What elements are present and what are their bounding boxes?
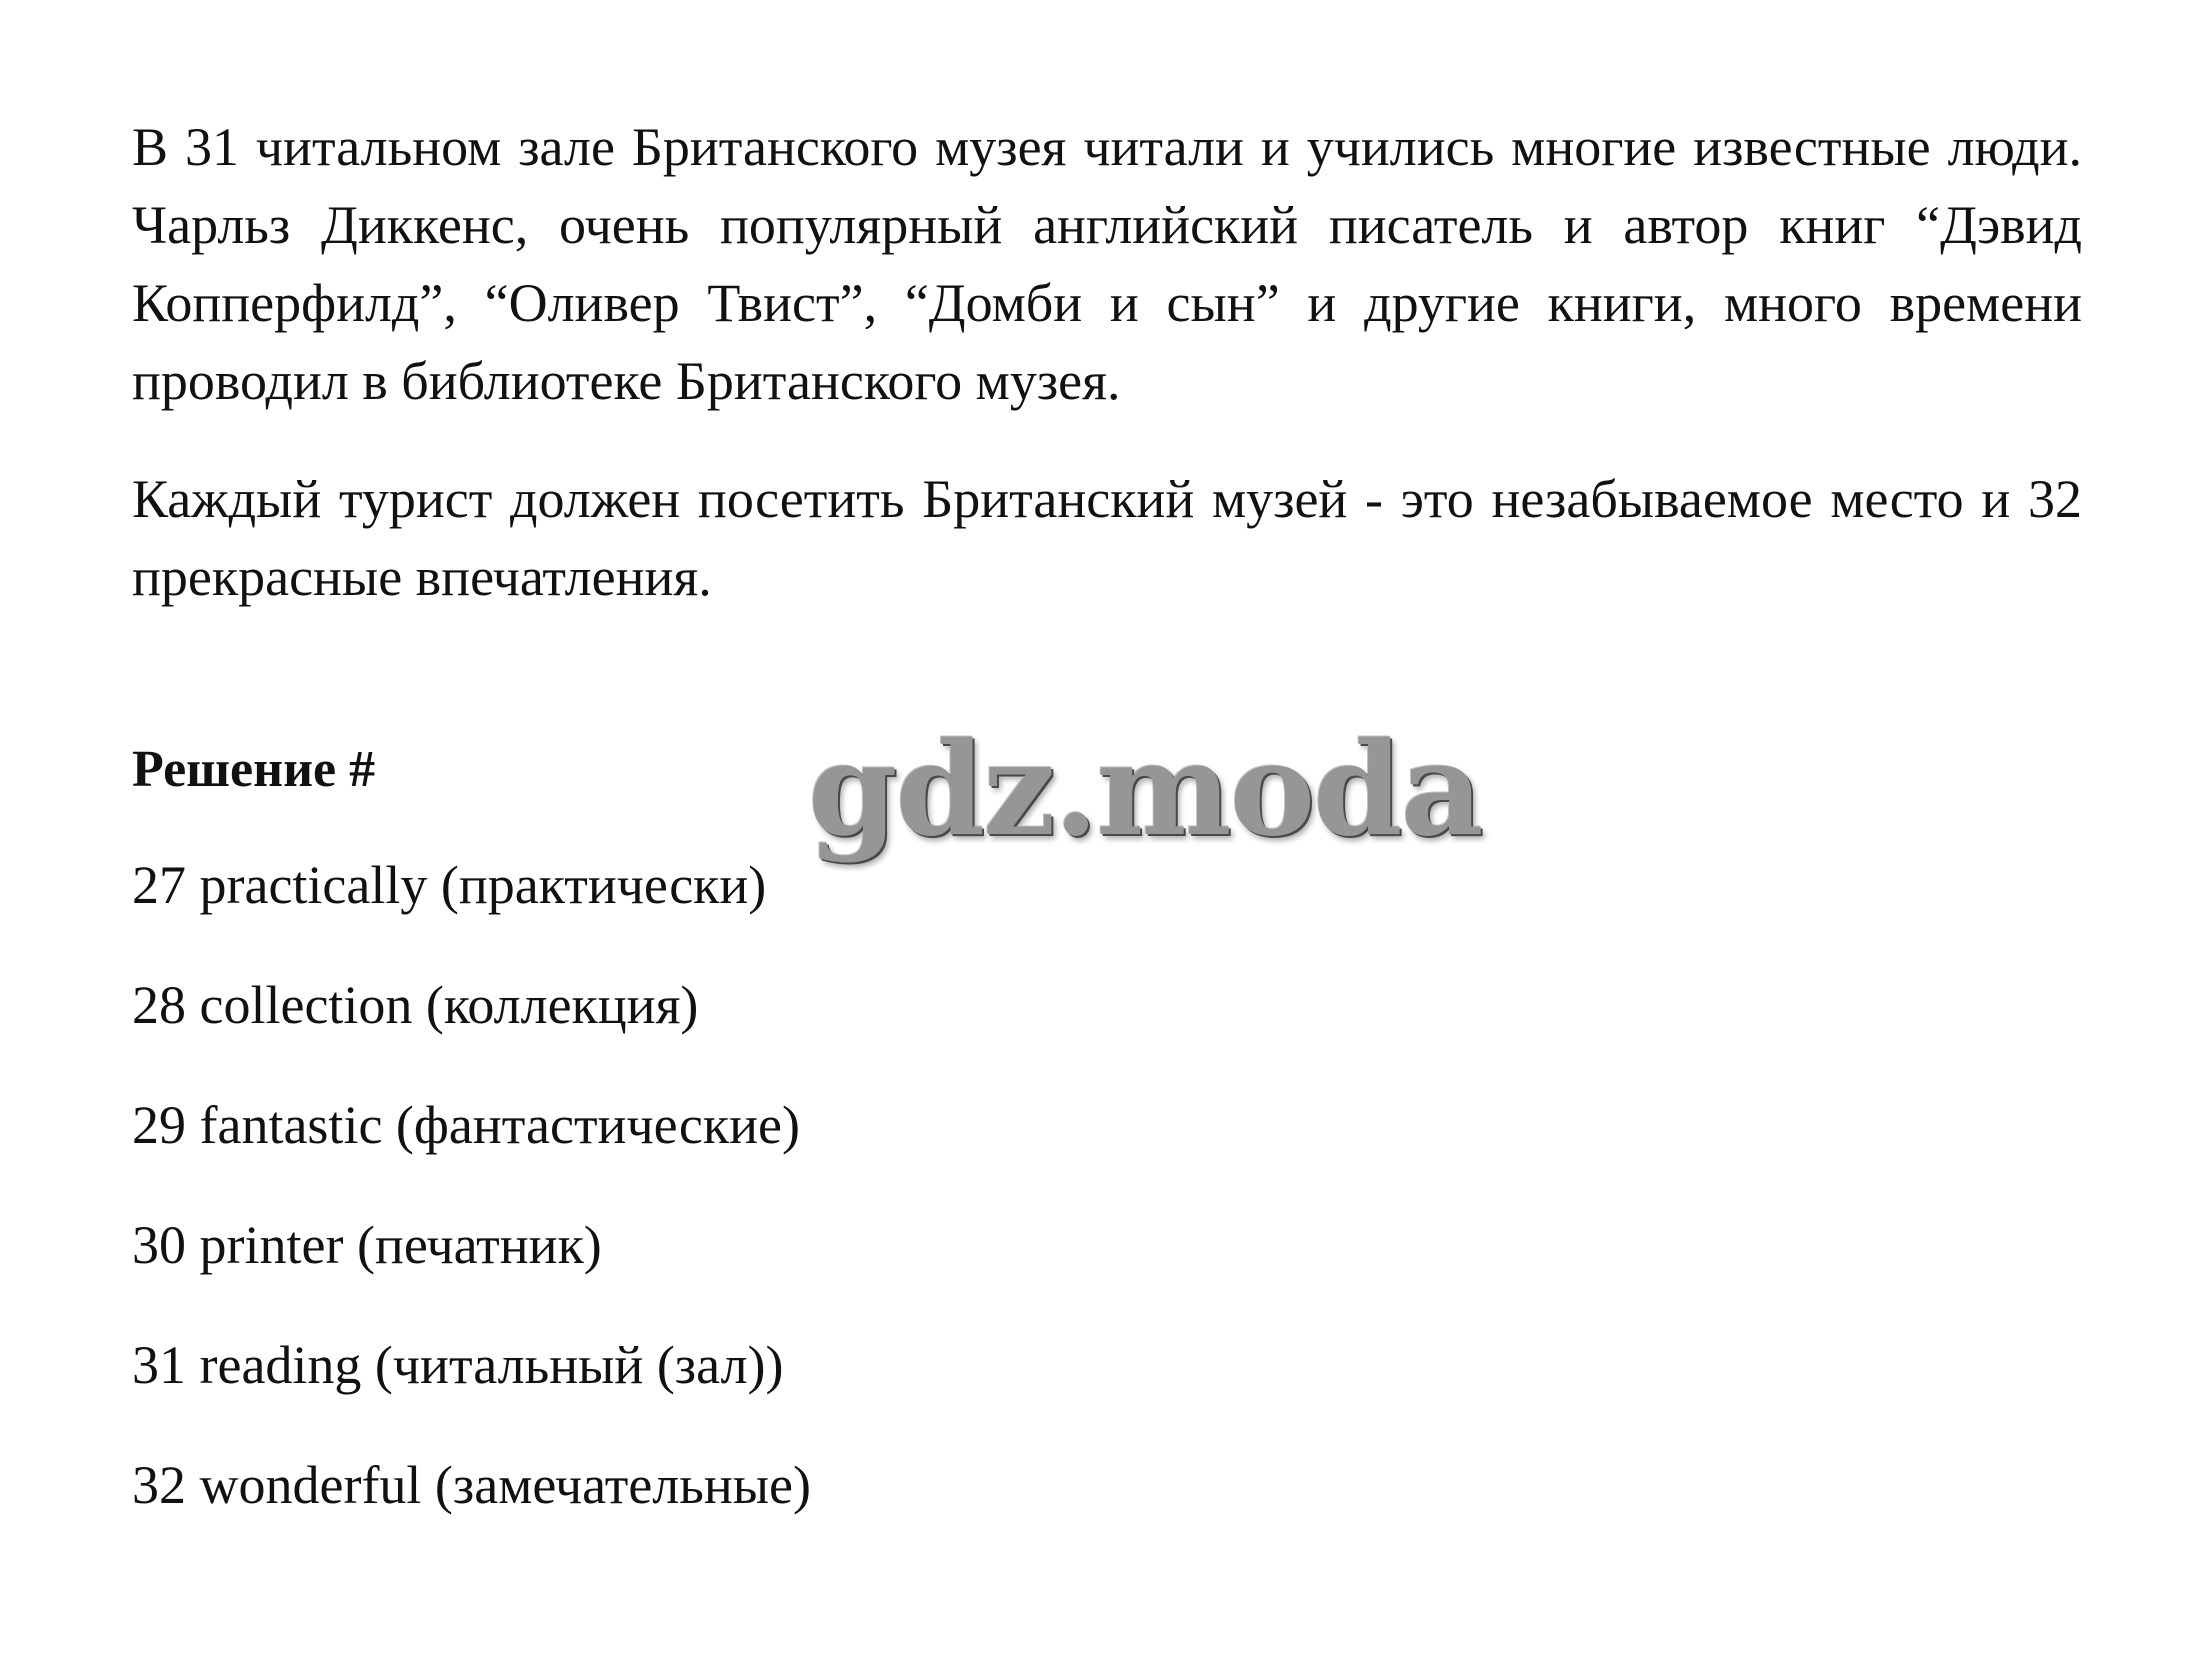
document-body [132,108,2082,616]
solution-heading: Решение # [132,741,376,798]
paragraph-2: Каждый турист должен посетить Британский музей - это незабываемое место и 32 прекрасные впечатления. [132,469,2082,607]
answer-item-30: 30 printer (печатник) [132,1215,602,1275]
answer-item-32: 32 wonderful (замечательные) [132,1455,812,1515]
watermark-logo: gdz.moda [808,715,1482,865]
answer-item-31: 31 reading (читальный (зал)) [132,1335,784,1395]
paragraph-1: В 31 читальном зале Британского музея читали и учились многие известные люди. Чарльз Диккенс, очень популярный английский писатель и автор книг “Дэвид Копперфилд”, “Оливер Твист”, “Домби и сын” и другие книги, много времени проводил в библиотеке Британского музея. [132,117,2082,411]
answer-item-28: 28 collection (коллекция) [132,975,699,1035]
answers-list [132,850,811,1570]
answer-item-27: 27 practically (практически) [132,855,767,915]
answer-item-29: 29 fantastic (фантастические) [132,1095,800,1155]
